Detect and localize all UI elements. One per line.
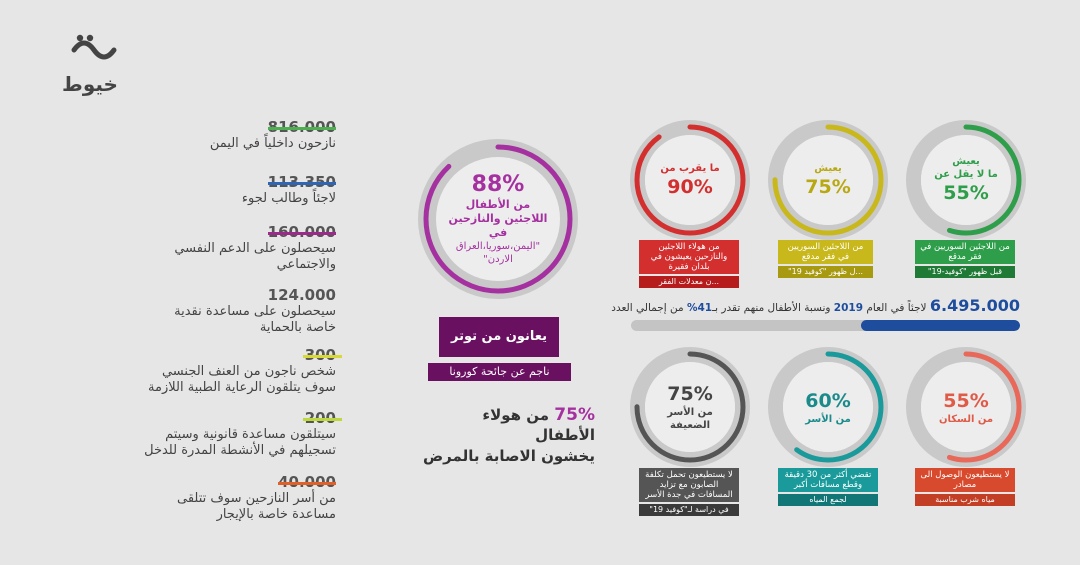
stat-label: سيتلقون مساعدة قانونية وسيتم تسجيلهم في الأنشطة المدرة للدخل xyxy=(144,427,336,458)
ring-title: من السكان xyxy=(938,413,994,425)
refugee-text-mid: ونسبة الأطفال منهم تقدر بـ xyxy=(712,302,831,314)
ring-top-1 xyxy=(627,117,753,243)
stat-bar xyxy=(268,182,336,185)
stress-tag xyxy=(439,317,559,357)
ring-percent: 55% xyxy=(943,389,989,412)
stress-sub-tag xyxy=(428,363,571,381)
stat-item xyxy=(146,472,336,523)
big-ring-line2: اللاجئين والنازحين في xyxy=(448,212,548,239)
logo-text: خيوط xyxy=(62,72,118,96)
ring-percent: 75% xyxy=(667,383,713,405)
ring-bottom-1 xyxy=(627,344,753,470)
refugee-number: 6.495.000 xyxy=(929,296,1020,315)
ring-title: يعيش xyxy=(814,162,842,174)
ring-percent: 90% xyxy=(667,175,713,198)
ring-text xyxy=(783,362,873,452)
ring-bottom-3 xyxy=(903,344,1029,470)
refugee-progress-fill xyxy=(861,320,1020,331)
caption-text: من اللاجئين السوريين في فقر مدقع xyxy=(778,240,873,264)
caption-text: من هولاء اللاجئين والنازحين يعيشون في بلدان فقيرة xyxy=(639,240,739,274)
stat-label: من أسر النازحين سوف تتلقى مساعدة خاصة بالإيجار xyxy=(177,491,336,522)
stat-bar xyxy=(303,355,342,358)
caption-text: لا يستطيعون الوصول الى مصادر xyxy=(915,468,1015,492)
stat-item xyxy=(156,222,336,273)
stat-bar xyxy=(278,482,336,485)
ring-title: يعيش xyxy=(952,156,980,167)
stat-number: 124.000 xyxy=(267,286,336,304)
ring-top-2 xyxy=(765,117,891,243)
stat-label: نازحون داخلياً في اليمن xyxy=(209,136,336,151)
ring-caption xyxy=(778,240,873,278)
logo xyxy=(58,32,128,102)
caption-text: من اللاجئين السوريين في فقر مدقع xyxy=(915,240,1015,264)
ring-title: من الأسر xyxy=(805,413,851,425)
ring-subtitle: الضعيفة xyxy=(669,420,711,431)
ring-percent: 75% xyxy=(805,175,851,198)
ring-text xyxy=(921,135,1011,225)
big-ring-line4: الاردن" xyxy=(483,254,513,265)
big-ring xyxy=(413,134,583,304)
caption-text: لا يستطيعون تحمل تكلفة الصابون مع تزايد المسافات في جدة الأسر xyxy=(639,468,739,502)
ring-percent: 60% xyxy=(805,389,851,412)
caption-strip: لجمع المياه xyxy=(778,494,878,506)
ring-text xyxy=(645,362,735,452)
ring-caption xyxy=(639,468,739,516)
ring-percent: 55% xyxy=(943,182,989,204)
caption-strip: ...ل ظهور "كوفيد 19" xyxy=(778,266,873,278)
ring-text xyxy=(645,135,735,225)
stat-label: سيحصلون على الدعم النفسي والاجتماعي xyxy=(174,241,336,272)
fear-percent: 75% xyxy=(554,405,595,425)
stat-item xyxy=(136,345,336,396)
big-ring-line3: "اليمن،سوريا،العراق xyxy=(455,241,541,252)
stat-bar xyxy=(268,295,336,298)
refugee-text-pre: لاجئاً في العام xyxy=(866,302,927,314)
big-ring-text xyxy=(438,172,558,266)
ring-text xyxy=(783,135,873,225)
ring-bottom-2 xyxy=(765,344,891,470)
ring-caption xyxy=(915,240,1015,278)
ring-caption xyxy=(639,240,739,288)
stat-label: شخص ناجون من العنف الجنسي سوف يتلقون الرعاية الطبية اللازمة xyxy=(148,364,336,395)
ring-title: ما يقرب من xyxy=(660,162,720,174)
stat-bar xyxy=(268,127,336,130)
fear-block xyxy=(420,405,595,467)
fear-line1: من هولاء الأطفال xyxy=(482,406,595,444)
stat-label: لاجئاً وطالب لجوء xyxy=(241,191,336,206)
stat-item xyxy=(210,117,336,152)
stress-tag-title: يعانون من توتر xyxy=(450,329,548,344)
big-ring-line1: من الأطفال xyxy=(465,198,531,211)
fear-line2: يخشون الاصابة بالمرض xyxy=(423,447,595,465)
stat-item xyxy=(242,172,336,207)
ring-caption xyxy=(915,468,1015,506)
stress-sub-text: ناجم عن جائحة كورونا xyxy=(449,365,550,378)
ring-title: من الأسر xyxy=(667,407,713,418)
refugee-percent: 41% xyxy=(686,302,713,314)
ring-top-3 xyxy=(903,117,1029,243)
stat-item xyxy=(156,285,336,336)
stat-item xyxy=(126,408,336,459)
big-ring-percent: 88% xyxy=(471,172,525,197)
caption-strip: مياه شرب مناسبة xyxy=(915,494,1015,506)
caption-strip: قبل ظهور "كوفيد-19" xyxy=(915,266,1015,278)
stat-bar xyxy=(268,232,336,235)
refugee-summary xyxy=(600,296,1020,318)
refugee-progress-track xyxy=(631,320,1020,331)
logo-mark-icon xyxy=(62,32,122,72)
ring-caption xyxy=(778,468,878,506)
ring-subtitle: ما لا يقل عن xyxy=(934,169,998,180)
stat-bar xyxy=(303,418,342,421)
caption-text: تقضي أكثر من 30 دقيقة وقطع مسافات أكبر xyxy=(778,468,878,492)
caption-strip: ...ن معدلات الفقر xyxy=(639,276,739,288)
refugee-text-post: من إجمالي العدد xyxy=(611,302,684,314)
refugee-year: 2019 xyxy=(833,302,864,314)
stat-label: سيحصلون على مساعدة نقدية خاصة بالحماية xyxy=(174,304,336,335)
ring-text xyxy=(921,362,1011,452)
caption-strip: في دراسة لـ"كوفيد 19" xyxy=(639,504,739,516)
